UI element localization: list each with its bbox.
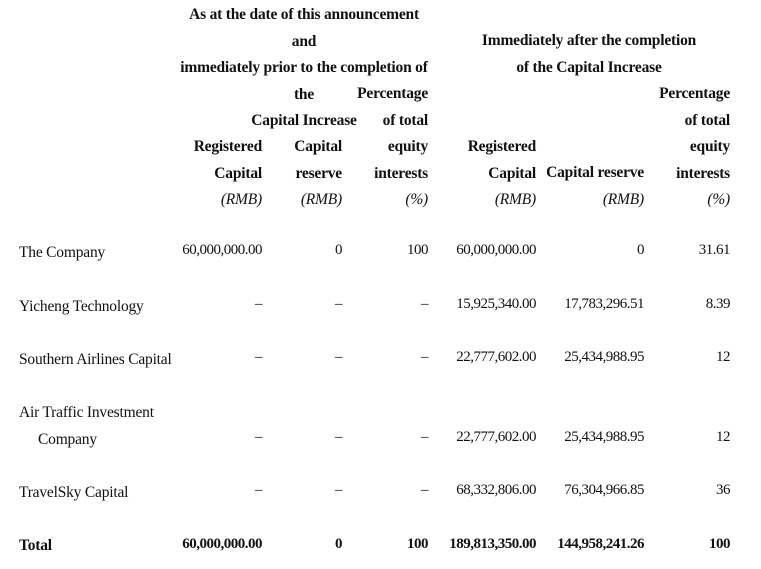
row-label-total: Total bbox=[19, 537, 52, 554]
table-cell: – bbox=[421, 349, 428, 365]
total-cell: 60,000,000.00 bbox=[182, 536, 262, 552]
total-cell: 189,813,350.00 bbox=[449, 536, 536, 552]
table-cell: – bbox=[335, 296, 342, 312]
table-cell: 60,000,000.00 bbox=[182, 242, 262, 258]
group-header-before-line3: Capital Increase bbox=[251, 112, 357, 129]
table-cell: – bbox=[421, 482, 428, 498]
table-cell: 36 bbox=[716, 482, 730, 498]
table-cell: 12 bbox=[716, 349, 730, 365]
col-header-percentage-before: Percentage of total equity interests (%) bbox=[357, 85, 428, 208]
table-cell: 17,783,296.51 bbox=[564, 296, 644, 312]
table-cell: 0 bbox=[335, 242, 342, 258]
table-cell: 60,000,000.00 bbox=[456, 242, 536, 258]
table-cell: 8.39 bbox=[705, 296, 730, 312]
table-cell: – bbox=[255, 429, 262, 445]
table-cell: – bbox=[421, 296, 428, 312]
table-cell: – bbox=[335, 429, 342, 445]
total-cell: 100 bbox=[709, 536, 730, 552]
col-header-capital-reserve-after: Capital reserve (RMB) bbox=[546, 164, 644, 208]
col-header-percentage-after: Percentage of total equity interests (%) bbox=[659, 85, 730, 208]
table-cell: 0 bbox=[637, 242, 644, 258]
col-header-registered-capital-after: Registered Capital (RMB) bbox=[467, 138, 536, 208]
row-label-travelsky-capital: TravelSky Capital bbox=[19, 484, 129, 501]
col-header-registered-capital-before: Registered Capital (RMB) bbox=[193, 138, 262, 208]
col-header-capital-reserve-before: Capital reserve (RMB) bbox=[294, 138, 342, 208]
group-header-before-line2: immediately prior to the completion of the bbox=[180, 59, 428, 103]
row-label-the-company: The Company bbox=[19, 244, 106, 261]
table-cell: 12 bbox=[716, 429, 730, 445]
table-cell: 22,777,602.00 bbox=[456, 349, 536, 365]
total-cell: 100 bbox=[407, 536, 428, 552]
table-cell: 68,332,806.00 bbox=[456, 482, 536, 498]
table-cell: 25,434,988.95 bbox=[564, 429, 644, 445]
row-label-air-traffic-investment-company: Air Traffic Investment Company bbox=[19, 404, 154, 448]
table-cell: – bbox=[335, 482, 342, 498]
table-cell: – bbox=[255, 349, 262, 365]
table-cell: 100 bbox=[407, 242, 428, 258]
row-label-yicheng-technology: Yicheng Technology bbox=[19, 298, 144, 315]
row-label-southern-airlines-capital: Southern Airlines Capital bbox=[19, 351, 172, 368]
table-cell: – bbox=[255, 296, 262, 312]
table-cell: – bbox=[255, 482, 262, 498]
total-cell: 0 bbox=[335, 536, 342, 552]
table-cell: – bbox=[335, 349, 342, 365]
table-cell: 25,434,988.95 bbox=[564, 349, 644, 365]
table-cell: – bbox=[421, 429, 428, 445]
group-header-after-line1: Immediately after the completion bbox=[481, 32, 697, 49]
group-header-before-line1: As at the date of this announcement and bbox=[189, 6, 419, 50]
table-cell: 76,304,966.85 bbox=[564, 482, 644, 498]
table-cell: 15,925,340.00 bbox=[456, 296, 536, 312]
group-header-after-line2: of the Capital Increase bbox=[516, 58, 662, 76]
table-cell: 31.61 bbox=[698, 242, 730, 258]
total-cell: 144,958,241.26 bbox=[557, 536, 644, 552]
group-header-after bbox=[478, 28, 700, 81]
table-cell: 22,777,602.00 bbox=[456, 429, 536, 445]
